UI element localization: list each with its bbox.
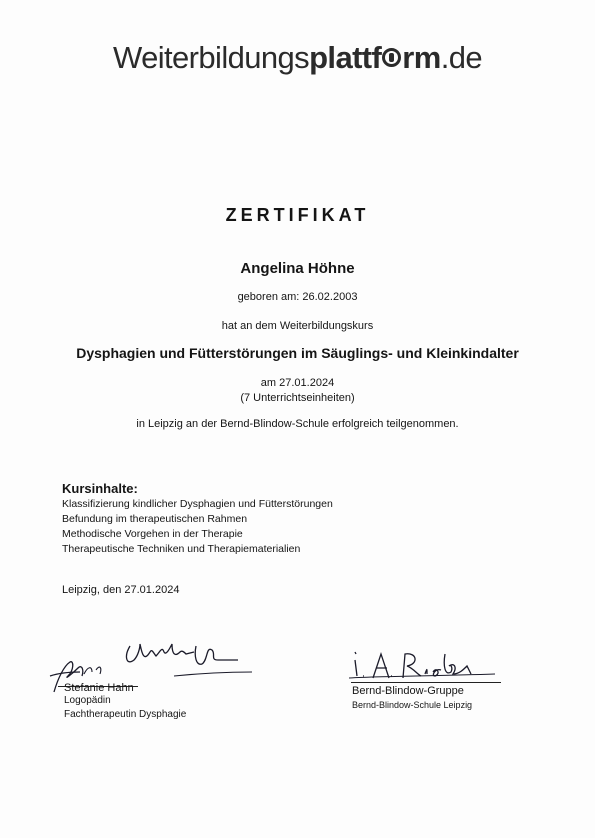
contents-item: Methodische Vorgehen in der Therapie xyxy=(62,528,243,540)
recipient-name: Angelina Höhne xyxy=(240,260,355,277)
signatory-organization: Bernd-Blindow-Gruppe xyxy=(352,685,464,697)
completion-line: in Leipzig an der Bernd-Blindow-Schule erfolgreich teilgenommen. xyxy=(136,418,459,430)
logo-o-icon xyxy=(382,48,401,67)
logo-text-thin: Weiterbildungs xyxy=(113,40,310,75)
brand-logo xyxy=(0,40,595,76)
handwritten-signature-right xyxy=(345,646,515,686)
logo-text-bold-a: plattf xyxy=(309,40,382,75)
signatory-title: Fachtherapeutin Dysphagie xyxy=(64,709,187,720)
signature-line-right xyxy=(351,682,501,683)
course-title: Dysphagien und Fütterstörungen im Säuglings- und Kleinkindalter xyxy=(76,345,519,361)
course-contents xyxy=(62,481,333,557)
place-date: Leipzig, den 27.01.2024 xyxy=(62,584,180,596)
contents-item: Therapeutische Techniken und Therapiematerialien xyxy=(62,543,301,555)
signatory-role: Logopädin xyxy=(64,695,111,706)
signature-block-left xyxy=(44,626,274,726)
intro-line: hat an dem Weiterbildungskurs xyxy=(221,320,374,332)
logo-text-tld: .de xyxy=(440,40,482,75)
signature-block-right xyxy=(345,646,515,726)
course-units: (7 Unterrichtseinheiten) xyxy=(240,392,355,404)
certificate-title: ZERTIFIKAT xyxy=(225,205,370,225)
signatory-school: Bernd-Blindow-Schule Leipzig xyxy=(352,700,473,710)
contents-item: Befundung im therapeutischen Rahmen xyxy=(62,513,248,525)
logo-text-bold-b: rm xyxy=(402,40,441,75)
contents-item: Klassifizierung kindlicher Dysphagien und Fütterstörungen xyxy=(62,498,333,510)
birth-date-line: geboren am: 26.02.2003 xyxy=(237,291,358,303)
signatory-name: Stefanie Hahn xyxy=(64,682,134,694)
contents-heading: Kursinhalte: xyxy=(62,481,138,496)
course-date: am 27.01.2024 xyxy=(260,377,335,389)
